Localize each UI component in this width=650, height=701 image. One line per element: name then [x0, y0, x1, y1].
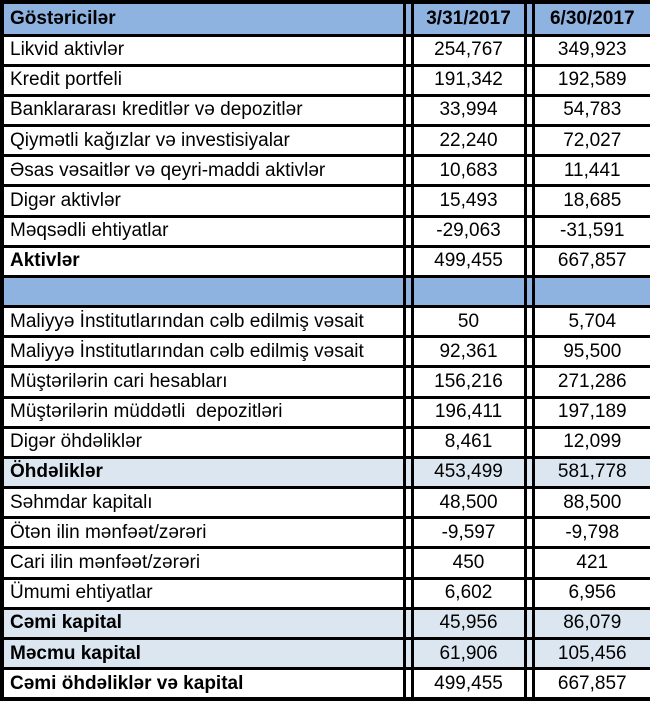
value-col2: 86,079: [533, 608, 650, 638]
value-col1: 10,683: [412, 156, 525, 186]
value-col2: 88,500: [533, 488, 650, 518]
value-col1: 15,493: [412, 186, 525, 216]
table-row: [2, 307, 650, 337]
table-row: [2, 427, 650, 457]
table-header-row: [2, 2, 650, 35]
value-col1: 8,461: [412, 427, 525, 457]
value-col2: 667,857: [533, 669, 650, 699]
row-label: Öhdəliklər: [2, 457, 404, 487]
column-gap: [404, 578, 412, 608]
value-col1: 6,602: [412, 578, 525, 608]
value-col2: 6,956: [533, 578, 650, 608]
table-row: [2, 578, 650, 608]
row-label: Cəmi öhdəliklər və kapital: [2, 669, 404, 699]
table-row: [2, 95, 650, 125]
value-col2: 72,027: [533, 126, 650, 156]
value-col2: 349,923: [533, 35, 650, 65]
value-col1: 499,455: [412, 669, 525, 699]
table-row: [2, 548, 650, 578]
column-gap: [525, 397, 533, 427]
row-label: Məcmu kapital: [2, 638, 404, 668]
column-gap: [525, 427, 533, 457]
column-gap: [525, 126, 533, 156]
row-label: Müştərilərin müddətli depozitləri: [2, 397, 404, 427]
table-row: [2, 156, 650, 186]
column-gap: [404, 156, 412, 186]
column-gap: [525, 2, 533, 35]
table-row: [2, 638, 650, 668]
column-gap: [525, 156, 533, 186]
column-gap: [404, 427, 412, 457]
column-gap: [525, 35, 533, 65]
column-gap: [404, 548, 412, 578]
value-col2: 11,441: [533, 156, 650, 186]
value-col1: 33,994: [412, 95, 525, 125]
row-label: Əsas vəsaitlər və qeyri-maddi aktivlər: [2, 156, 404, 186]
table-row: [2, 246, 650, 276]
table-row: [2, 126, 650, 156]
column-gap: [404, 638, 412, 668]
column-gap: [525, 488, 533, 518]
row-label: Cəmi kapital: [2, 608, 404, 638]
row-label: [2, 276, 404, 306]
table-row: [2, 488, 650, 518]
column-header-date-1: 3/31/2017: [412, 2, 525, 35]
column-gap: [525, 337, 533, 367]
column-gap: [525, 307, 533, 337]
column-gap: [404, 488, 412, 518]
column-gap: [525, 95, 533, 125]
column-gap: [525, 246, 533, 276]
table-row: [2, 367, 650, 397]
column-gap: [404, 2, 412, 35]
separator-row: [2, 276, 650, 306]
column-gap: [404, 608, 412, 638]
value-col1: 156,216: [412, 367, 525, 397]
row-label: Maliyyə İnstitutlarından cəlb edilmiş vəsait: [2, 307, 404, 337]
row-label: Aktivlər: [2, 246, 404, 276]
column-gap: [404, 65, 412, 95]
table-row: [2, 65, 650, 95]
value-col2: 581,778: [533, 457, 650, 487]
column-gap: [404, 246, 412, 276]
column-gap: [404, 276, 412, 306]
row-label: Digər aktivlər: [2, 186, 404, 216]
column-gap: [525, 457, 533, 487]
value-col2: 271,286: [533, 367, 650, 397]
table-row: [2, 608, 650, 638]
column-header-indicators: Göstəricilər: [2, 2, 404, 35]
value-col1: 254,767: [412, 35, 525, 65]
column-gap: [525, 65, 533, 95]
value-col1: -29,063: [412, 216, 525, 246]
table-row: [2, 397, 650, 427]
column-gap: [525, 518, 533, 548]
column-gap: [525, 608, 533, 638]
value-col2: -31,591: [533, 216, 650, 246]
value-col2: 667,857: [533, 246, 650, 276]
row-label: Məqsədli ehtiyatlar: [2, 216, 404, 246]
column-gap: [404, 35, 412, 65]
column-gap: [404, 126, 412, 156]
row-label: Cari ilin mənfəət/zərəri: [2, 548, 404, 578]
table-row: [2, 669, 650, 699]
table-row: [2, 35, 650, 65]
row-label: Ötən ilin mənfəət/zərəri: [2, 518, 404, 548]
column-gap: [404, 367, 412, 397]
column-header-date-2: 6/30/2017: [533, 2, 650, 35]
value-col2: [533, 276, 650, 306]
row-label: Maliyyə İnstitutlarından cəlb edilmiş vəsait: [2, 337, 404, 367]
value-col1: 499,455: [412, 246, 525, 276]
row-label: Banklararası kreditlər və depozitlər: [2, 95, 404, 125]
column-gap: [525, 638, 533, 668]
value-col2: 18,685: [533, 186, 650, 216]
column-gap: [404, 307, 412, 337]
value-col2: -9,798: [533, 518, 650, 548]
value-col1: 450: [412, 548, 525, 578]
row-label: Likvid aktivlər: [2, 35, 404, 65]
table-row: [2, 457, 650, 487]
value-col2: 105,456: [533, 638, 650, 668]
row-label: Qiymətli kağızlar və investisiyalar: [2, 126, 404, 156]
value-col2: 197,189: [533, 397, 650, 427]
table-row: [2, 216, 650, 246]
value-col1: 453,499: [412, 457, 525, 487]
column-gap: [525, 276, 533, 306]
column-gap: [404, 186, 412, 216]
row-label: Müştərilərin cari hesabları: [2, 367, 404, 397]
column-gap: [525, 578, 533, 608]
column-gap: [525, 669, 533, 699]
column-gap: [404, 216, 412, 246]
value-col1: -9,597: [412, 518, 525, 548]
value-col1: 45,956: [412, 608, 525, 638]
column-gap: [525, 367, 533, 397]
column-gap: [404, 518, 412, 548]
column-gap: [404, 397, 412, 427]
value-col2: 95,500: [533, 337, 650, 367]
column-gap: [404, 669, 412, 699]
table-row: [2, 337, 650, 367]
value-col1: 196,411: [412, 397, 525, 427]
column-gap: [404, 457, 412, 487]
value-col1: 191,342: [412, 65, 525, 95]
column-gap: [525, 548, 533, 578]
value-col2: 12,099: [533, 427, 650, 457]
value-col1: 50: [412, 307, 525, 337]
value-col1: 22,240: [412, 126, 525, 156]
column-gap: [525, 216, 533, 246]
row-label: Kredit portfeli: [2, 65, 404, 95]
value-col2: 5,704: [533, 307, 650, 337]
row-label: Ümumi ehtiyatlar: [2, 578, 404, 608]
value-col1: 61,906: [412, 638, 525, 668]
value-col2: 421: [533, 548, 650, 578]
row-label: Digər öhdəliklər: [2, 427, 404, 457]
table-row: [2, 186, 650, 216]
table-row: [2, 518, 650, 548]
column-gap: [525, 186, 533, 216]
column-gap: [404, 337, 412, 367]
column-gap: [404, 95, 412, 125]
value-col1: 48,500: [412, 488, 525, 518]
value-col2: 54,783: [533, 95, 650, 125]
value-col1: 92,361: [412, 337, 525, 367]
value-col1: [412, 276, 525, 306]
row-label: Səhmdar kapitalı: [2, 488, 404, 518]
value-col2: 192,589: [533, 65, 650, 95]
